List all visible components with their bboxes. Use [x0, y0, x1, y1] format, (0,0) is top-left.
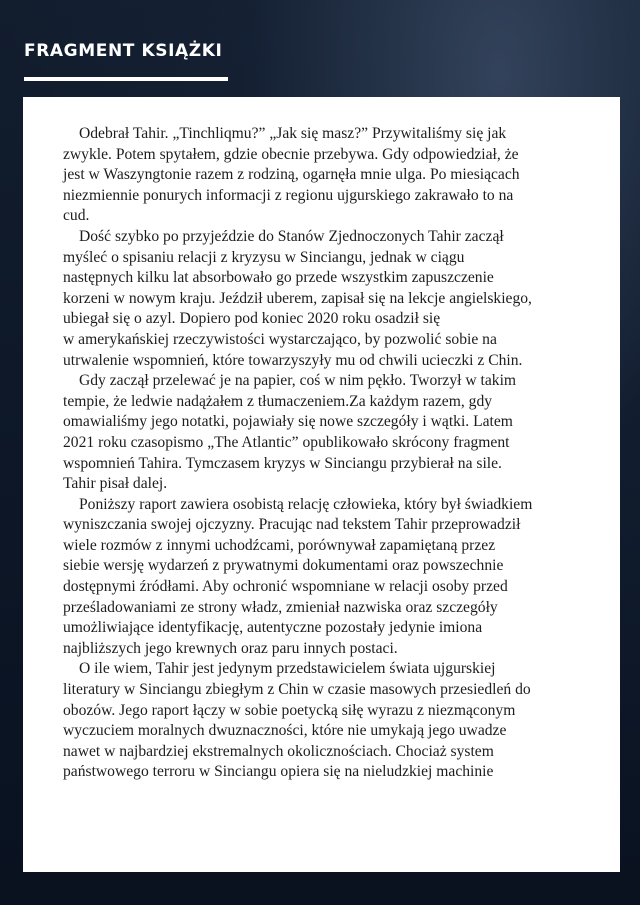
text-line: dostępnymi źródłami. Aby ochronić wspomniane w relacji osoby przed: [63, 578, 508, 596]
text-line: ubiegał się o azyl. Dopiero pod koniec 2020 roku osadził się: [63, 310, 441, 328]
text-line: Gdy zaczął przelewać je na papier, coś w nim pękło. Tworzył w takim: [79, 372, 517, 390]
text-line: nawet w najbardziej ekstremalnych okolicznościach. Chociaż system: [63, 742, 494, 760]
excerpt-panel: [23, 97, 620, 872]
text-line: Odebrał Tahir. „Tinchliqmu?” „Jak się masz?” Przywitaliśmy się jak: [79, 125, 507, 142]
excerpt-text: [63, 124, 600, 783]
text-line: niezmiennie ponurych informacji z regionu ujgurskiego zakrawało to na: [63, 186, 514, 204]
paragraph: [63, 495, 600, 660]
text-line: następnych kilku lat absorbowało go przede wszystkim zapuszczenie: [63, 269, 494, 287]
text-line: utrwalenie wspomnień, które towarzyszyły mu od chwili ucieczki z Chin.: [63, 351, 523, 369]
text-line: siebie wersję wydarzeń z prywatnymi dokumentami oraz powszechnie: [63, 557, 504, 575]
text-line: wiele rozmów z innymi uchodźcami, porównywał zapamiętaną przez: [63, 536, 496, 554]
paragraph: [63, 227, 600, 371]
text-line: O ile wiem, Tahir jest jedynym przedstawicielem świata ujgurskiej: [79, 660, 496, 678]
text-line: obozów. Jego raport łączy w sobie poetycką siłę wyrazu z niezmąconym: [63, 701, 516, 719]
text-line: omawialiśmy jego notatki, pojawiały się nowe szczegóły i wątki. Latem: [63, 413, 513, 431]
text-line: Poniższy raport zawiera osobistą relację człowieka, który był świadkiem: [79, 495, 533, 513]
text-line: państwowego terroru w Sinciangu opiera się na nieludzkiej machinie: [63, 763, 494, 781]
text-line: jest w Waszyngtonie razem z rodziną, ogarnęła mnie ulga. Po miesiącach: [63, 166, 520, 184]
text-line: tempie, że ledwie nadążałem z tłumaczeniem.Za każdym razem, gdy: [63, 392, 493, 410]
text-line: cud.: [63, 207, 90, 225]
text-line: myśleć o spisaniu relacji z kryzysu w Sinciangu, jednak w ciągu: [63, 248, 465, 266]
paragraph: [63, 371, 600, 495]
text-line: Dość szybko po przyjeździe do Stanów Zjednoczonych Tahir zaczął: [79, 227, 504, 245]
text-line: Tahir pisał dalej.: [63, 475, 168, 493]
text-line: wyniszczania swojej ojczyzny. Pracując nad tekstem Tahir przeprowadził: [63, 516, 521, 534]
section-title: FRAGMENT KSIĄŻKI: [24, 41, 223, 61]
text-line: w amerykańskiej rzeczywistości wystarczająco, by pozwolić sobie na: [63, 330, 497, 348]
text-line: najbliższych jego krewnych oraz paru innych postaci.: [63, 639, 398, 657]
text-line: wyczuciem moralnych dwuznaczności, które nie umykają jego uwadze: [63, 722, 507, 740]
text-line: 2021 roku czasopismo „The Atlantic” opublikowało skrócony fragment: [63, 433, 510, 451]
text-line: zwykle. Potem spytałem, gdzie obecnie przebywa. Gdy odpowiedział, że: [63, 145, 519, 163]
paragraph: [63, 659, 600, 783]
text-line: prześladowaniami ze strony władz, zmieniał nazwiska oraz szczegóły: [63, 598, 498, 616]
text-line: wspomnień Tahira. Tymczasem kryzys w Sinciangu przybierał na sile.: [63, 454, 502, 472]
text-line: korzeni w nowym kraju. Jeździł uberem, zapisał się na lekcje angielskiego,: [63, 289, 532, 307]
paragraph: [63, 124, 600, 227]
text-line: umożliwiające identyfikację, autentyczne pozostały jedynie imiona: [63, 619, 483, 637]
title-underline: [24, 77, 228, 81]
text-line: literatury w Sinciangu zbiegłym z Chin w czasie masowych przesiedleń do: [63, 681, 531, 699]
